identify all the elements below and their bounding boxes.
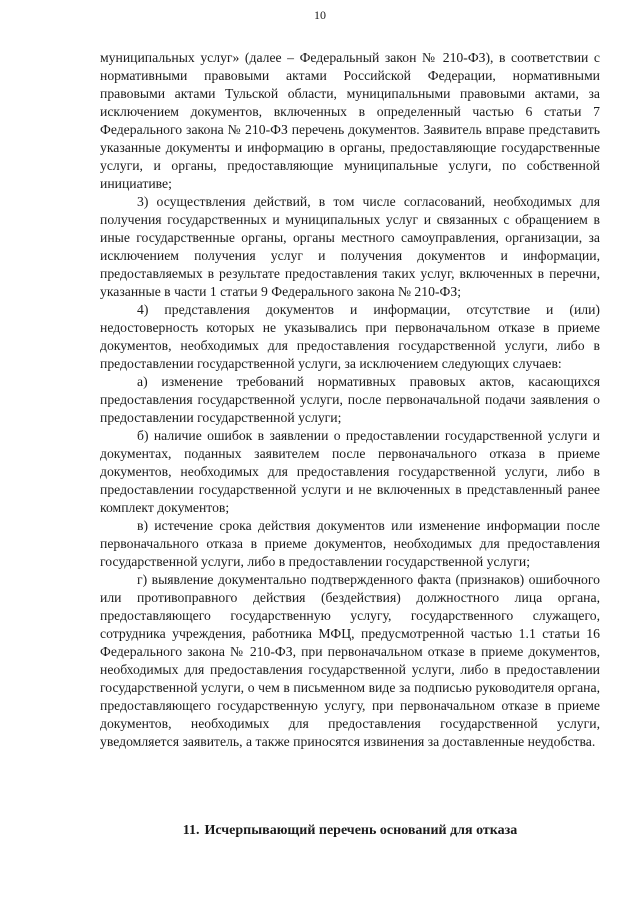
section-heading — [100, 823, 600, 839]
paragraph-subitem-g: г) выявление документально подтвержденного факта (признаков) ошибочного или противоправного действия (бездействия) должностного лица органа, предоставляющего государственную услугу, государственного служащего, сотрудника учреждения, работника МФЦ, предусмотренной частью 1.1 статьи 16 Федерального закона № 210-ФЗ, при первоначальном отказе в приеме документов, необходимых для предоставления государственной услуги, либо в предоставлении государственной услуги, о чем в письменном виде за подписью руководителя органа, предоставляющего государственную услугу, при первоначальном отказе в приеме документов, необходимых для предоставления государственной услуги, уведомляется заявитель, а также приносятся извинения за доставленные неудобства. — [100, 572, 600, 749]
document-body — [100, 49, 600, 751]
paragraph-item-3: 3) осуществления действий, в том числе согласований, необходимых для получения государственных и муниципальных услуг и связанных с обращением в иные государственные органы, органы местного самоуправления, организации, за исключением получения услуг и получения документов и информации, предоставляемых в результате предоставления таких услуг, включенных в перечни, указанные в части 1 статьи 9 Федерального закона № 210-ФЗ; — [100, 194, 600, 299]
paragraph-subitem-b: б) наличие ошибок в заявлении о предоставлении государственной услуги и документах, поданных заявителем после первоначального отказа в приеме документов, необходимых для предоставления государственной услуги, либо в предоставлении государственной услуги и не включенных в представленный ранее комплект документов; — [100, 428, 600, 515]
page-number: 10 — [314, 8, 326, 22]
paragraph-subitem-v: в) истечение срока действия документов или изменение информации после первоначального отказа в приеме документов, необходимых для предоставления государственной услуги, либо в предоставлении государственной услуги; — [100, 518, 600, 569]
paragraph-subitem-a: а) изменение требований нормативных правовых актов, касающихся предоставления государственной услуги, после первоначальной подачи заявления о предоставлении государственной услуги; — [100, 374, 600, 425]
section-title: Исчерпывающий перечень оснований для отказа — [204, 823, 518, 838]
paragraph-item-4: 4) представления документов и информации, отсутствие и (или) недостоверность которых не указывались при первоначальном отказе в приеме документов, необходимых для предоставления государственной услуги, либо в предоставлении государственной услуги, за исключением следующих случаев: — [100, 302, 600, 371]
paragraph-continuation: муниципальных услуг» (далее – Федеральный закон № 210-ФЗ), в соответствии с нормативными правовыми актами Российской Федерации, нормативными правовыми актами Тульской области, муниципальными правовыми актами, за исключением документов, включенных в определенный частью 6 статьи 7 Федерального закона № 210-ФЗ перечень документов. Заявитель вправе представить указанные документы и информацию в органы, предоставляющие государственные услуги, и органы, предоставляющие муниципальные услуги, по собственной инициативе; — [100, 50, 600, 191]
section-number: 11. — [182, 823, 200, 838]
